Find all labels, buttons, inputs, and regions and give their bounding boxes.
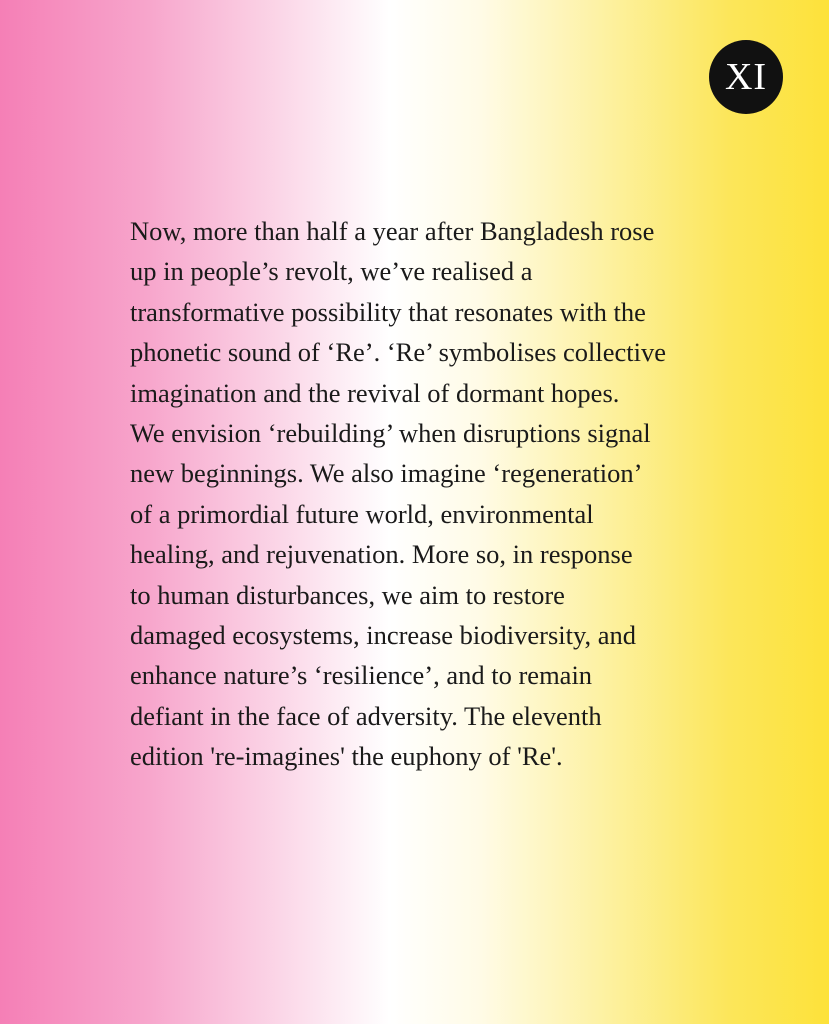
paragraph-line: transformative possibility that resonates with the: [130, 296, 646, 327]
statement-paragraph: [130, 211, 710, 777]
paragraph-line: new beginnings. We also imagine ‘regeneration’: [130, 458, 643, 489]
paragraph-line: enhance nature’s ‘resilience’, and to remain: [130, 660, 593, 691]
edition-badge: [709, 40, 783, 114]
paragraph-line: of a primordial future world, environmental: [130, 498, 594, 529]
edition-badge-label: XI: [724, 56, 768, 98]
paragraph-line: Now, more than half a year after Bangladesh rose: [130, 216, 655, 246]
paragraph-line: phonetic sound of ‘Re’. ‘Re’ symbolises collective: [130, 337, 667, 368]
paragraph-line: We envision ‘rebuilding’ when disruptions signal: [130, 418, 651, 449]
paragraph-line: imagination and the revival of dormant hopes.: [130, 377, 620, 408]
paragraph-line: up in people’s revolt, we’ve realised a: [130, 256, 533, 287]
paragraph-line: damaged ecosystems, increase biodiversity, and: [130, 620, 637, 651]
paragraph-line: healing, and rejuvenation. More so, in response: [130, 539, 633, 570]
paragraph-line: defiant in the face of adversity. The eleventh: [130, 700, 602, 731]
paragraph-line: to human disturbances, we aim to restore: [130, 579, 565, 610]
paragraph-line: edition 're-imagines' the euphony of 'Re'.: [130, 741, 563, 772]
